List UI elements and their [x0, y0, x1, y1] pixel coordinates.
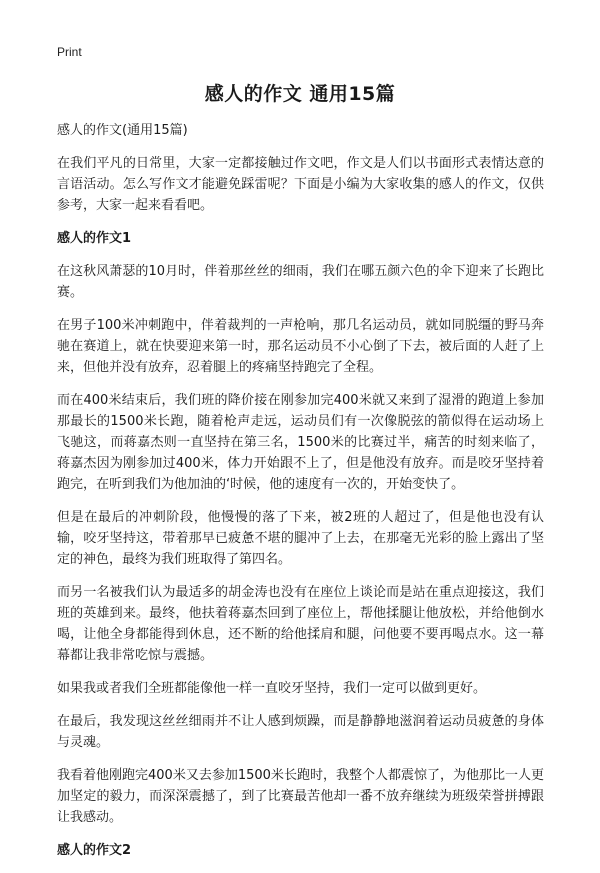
paragraph: 而另一名被我们认为最适多的胡金涛也没有在座位上谈论而是站在重点迎接这，我们班的英雄到来。最终，他扶着蒋嘉杰回到了座位上，帮他揉腿让他放松，并给他倒水喝，让他全身都能得到休息，还不断的给他揉肩和腿，问他要不要再喝点水。这一幕幕都让我非常吃惊与震撼。: [57, 585, 544, 663]
page-title: 感人的作文 通用15篇: [204, 83, 396, 105]
article-subtitle: 感人的作文(通用15篇): [57, 123, 188, 138]
print-link[interactable]: Print: [57, 45, 82, 59]
intro-paragraph: 在我们平凡的日常里，大家一定都接触过作文吧，作文是人们以书面形式表情达意的言语活动。怎么写作文才能避免踩雷呢？下面是小编为大家收集的感人的作文，仅供参考，大家一起来看看吧。: [57, 156, 544, 213]
paragraph: 在最后，我发现这丝丝细雨并不让人感到烦躁，而是静静地滋润着运动员疲惫的身体与灵魂。: [57, 714, 544, 750]
paragraph: 在这秋风萧瑟的10月时，伴着那丝丝的细雨，我们在哪五颜六色的伞下迎来了长跑比赛。: [57, 264, 544, 300]
paragraph: 但是在最后的冲刺阶段，他慢慢的落了下来，被2班的人超过了，但是他也没有认输，咬牙坚持这，带着那早已疲惫不堪的腿冲了上去，在那毫无光彩的脸上露出了坚定的神色，最终为我们班取得了第四名。: [57, 510, 544, 567]
article-body: [57, 120, 544, 873]
paragraph: 如果我或者我们全班都能像他一样一直咬牙坚持，我们一定可以做到更好。: [57, 681, 487, 696]
paragraph: 我看着他刚跑完400米又去参加1500米长跑时，我整个人都震惊了，为他那比一人更加坚定的毅力，而深深震撼了，到了比赛最苦他却一番不放弃继续为班级荣誉拼搏跟让我感动。: [57, 768, 544, 825]
section-heading: 感人的作文1: [57, 231, 132, 246]
paragraph: 而在400米结束后，我们班的降价接在刚参加完400米就又来到了湿滑的跑道上参加那最长的1500米长跑，随着枪声走远，运动员们有一次像脱弦的箭似得在运动场上飞驰这，而蒋嘉杰则一直坚持在第三名，1500米的比赛过半，痛苦的时刻来临了，蒋嘉杰因为刚参加过400米，体力开始跟不上了，但是他没有放弃。而是咬牙坚持着跑完，在听到我们为他加油的‘时候，他的速度有一次的，开始变快了。: [57, 393, 544, 492]
section-heading: 感人的作文2: [57, 843, 132, 858]
paragraph: 在男子100米冲刺跑中，伴着裁判的一声枪响，那几名运动员，就如同脱缰的野马奔驰在赛道上，就在快要迎来第一时，那名运动员不小心倒了下去，被后面的人赶了上来，但他并没有放弃，忍着腿上的疼痛坚持跑完了全程。: [57, 318, 544, 375]
